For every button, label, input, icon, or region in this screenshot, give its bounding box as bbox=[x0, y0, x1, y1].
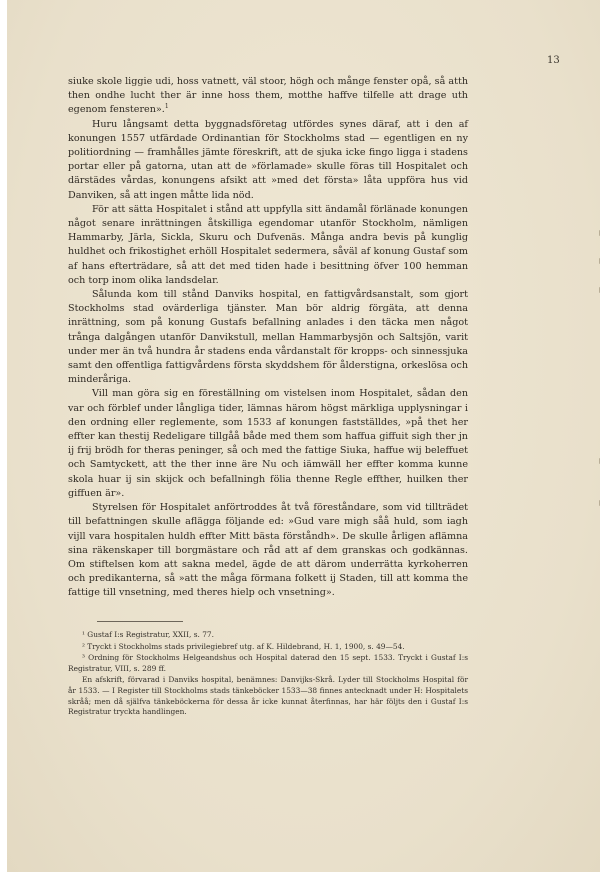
book-page bbox=[7, 0, 600, 872]
footnotes bbox=[68, 630, 468, 719]
paragraph-3: För att sätta Hospitalet i stånd att uppfylla sitt ändamål förlänade konungen något senare inrättningen åtskilliga egendomar utanför Stockholm, nämligen Hammarby, Järla, Sickla, Skuru och Dufvenäs. Många andra bevis på kunglig huldhet och frikostighet erhöll Hospitalet sedermera, såväl af konung Gustaf som af hans efterträdare, så att det med tiden hade i besittning öfver 100 hemman och torp inom olika landsdelar. bbox=[68, 203, 468, 286]
paragraph-6: Styrelsen för Hospitalet anförtroddes åt två föreståndare, som vid tillträdet till befattningen skulle aflägga följande ed: »Gud vare migh såå huld, som iagh vijll vara hospitalen huldh effter Mitt bästa förståndh». De skulle årligen aflämna sina räkenskaper till borgmästare och råd att af dem granskas och godkännas. Om stiftelsen kom att sakna medel, ägde de att därom underrätta kyrkoherren och predikanterna, så »att the måga förmana folkett ij Staden, till att komma the fattige till vnsetning, med theres hielp och vnsetning». bbox=[68, 502, 468, 599]
paragraph-1 bbox=[68, 75, 468, 118]
footnote-3: ³ Ordning för Stockholms Helgeandshus och Hospital daterad den 15 sept. 1533. Tryckt i Gustaf I:s Registratur, VIII, s. 289 ff. bbox=[68, 653, 468, 673]
page-number: 13 bbox=[547, 55, 560, 66]
footnote-3-continuation: En afskrift, förvarad i Danviks hospital, benämnes: Danvijks-Skrå. Lyder till Stockholms Hospital för år 1533. — I Register till Stockholms stads tänkeböcker 1533—38 finnes antecknadt under H: Hospitalets skråå; men då själfva tänkeböckerna för dessa år icke kunnat återfinnas, har här följts den i Gustaf I:s Registratur tryckta handlingen. bbox=[68, 675, 468, 717]
paragraph-1-text: siuke skole liggie udi, hoss vatnett, väl stoor, högh och månge fenster opå, så atth then ondhe lucht ther är inne hoss them, motthe haffve tilfelle att drage uth egenom fensteren». bbox=[68, 76, 468, 116]
footnote-divider bbox=[97, 621, 183, 622]
footnote-1: ¹ Gustaf I:s Registratur, XXII, s. 77. bbox=[82, 630, 214, 639]
footnote-2: ² Tryckt i Stockholms stads privilegiebref utg. af K. Hildebrand, H. 1, 1900, s. 49—54. bbox=[82, 641, 405, 651]
paragraph-5: Vill man göra sig en föreställning om vistelsen inom Hospitalet, sådan den var och förblef under långliga tider, lämnas härom högst märkliga upplysningar i den ordning eller reglemente, som 1533 af konungen fastställdes, »på thet her effter kan thestij Redeligare tillgåå både med them som haffua giffuit sigh ther jn ij frij brödh for theras peninger, så och med the fattige Siuka, haffue wij beleffuet och Samtyckett, att the ther inne äre Nu och iämwäll her effter komma kunne skola huar ij sin skijck och befallningh fölia thenne Regle effther, huilken ther giffuen är». bbox=[68, 388, 468, 499]
main-text bbox=[68, 75, 468, 601]
footnote-ref-1: 1 bbox=[164, 103, 169, 111]
paragraph-2: Huru långsamt detta byggnadsföretag utfördes synes däraf, att i den af konungen 1557 utfärdade Ordinantian för Stockholms stad — egentligen en ny politiordning — framhålles jämte föreskrift, att de sjuka icke fingo ligga i stadens portar eller på gatorna, utan att de »förlamade» skulle föras till Hospitalet och därstädes vårdas, konungens afsikt att »med det första» låta uppföra hus vid Danviken, så att ingen måtte lida nöd. bbox=[68, 118, 468, 201]
paragraph-4: Sålunda kom till stånd Danviks hospital, en fattigvårdsanstalt, som gjort Stockholms stad ovärderliga tjänster. Man bör aldrig förgäta, att denna inrättning, som på konung Gustafs befallning anlades i den täcka men något trånga dalgången utanför Danvikstull, mellan Hammarbysjön och Saltsjön, varit under mer än två hundra år stadens enda vårdanstalt för kropps- och sinnessjuka samt den offentliga fattigvårdens första skyddshem för ålderstigna, orkeslösa och minderåriga. bbox=[68, 289, 468, 386]
